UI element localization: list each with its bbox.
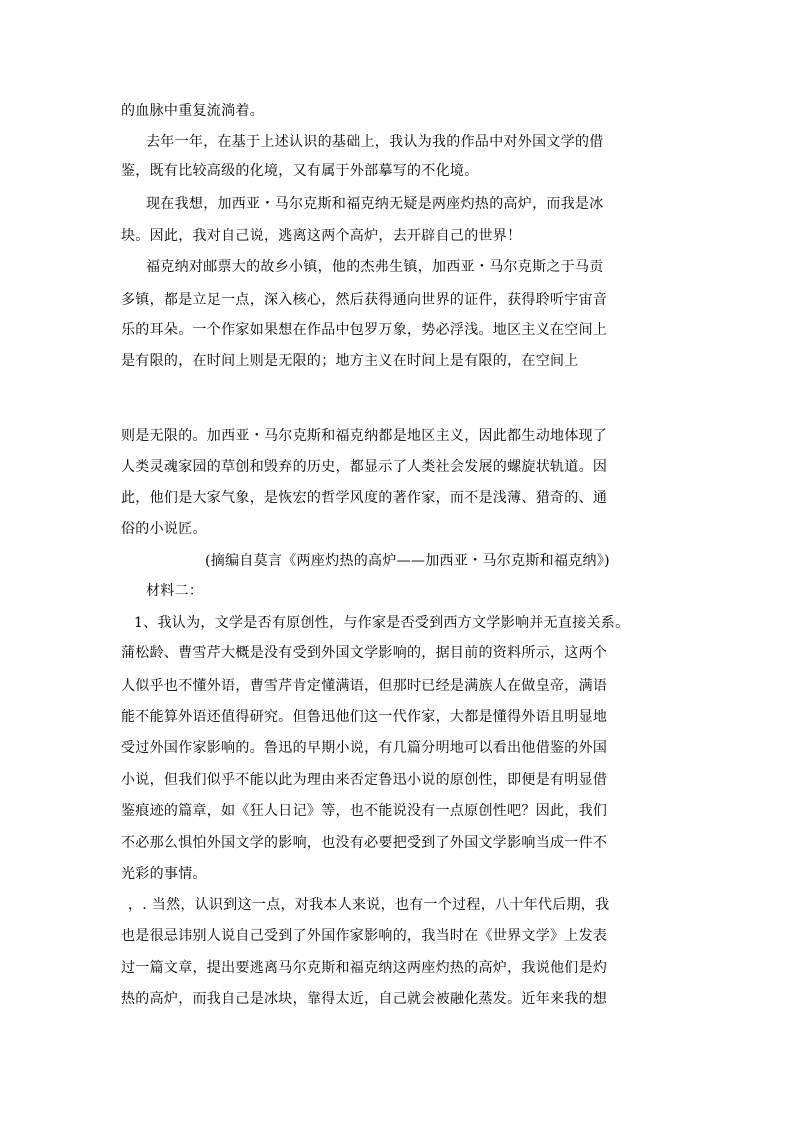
- text-line: 乐的耳朵。一个作家如果想在作品中包罗万象，势必浮浅。地区主义在空间上: [121, 322, 608, 338]
- text-line: 是有限的，在时间上则是无限的；地方主义在时间上是有限的，在空间上: [121, 353, 579, 369]
- text-line: 受过外国作家影响的。鲁迅的早期小说，有几篇分明地可以看出他借鉴的外国: [121, 740, 608, 756]
- text-line: 此，他们是大家气象，是恢宏的哲学风度的著作家，而不是浅薄、猎奇的、通: [121, 490, 608, 506]
- paragraph-line: 去年一年，在基于上述认识的基础上，我认为我的作品中对外国文学的借: [146, 134, 604, 150]
- text-line: 鉴痕迹的篇章，如《狂人日记》等，也不能说没有一点原创性吧？因此，我们: [121, 803, 608, 819]
- text-line: 则是无限的。加西亚・马尔克斯和福克纳都是地区主义，因此都生动地体现了: [121, 428, 608, 444]
- text-line: 蒲松龄、曹雪芹大概是没有受到外国文学影响的，据目前的资料所示，这两个: [121, 645, 608, 661]
- text-line: 也是很忌讳别人说自己受到了外国作家影响的，我当时在《世界文学》上发表: [121, 928, 608, 944]
- text-line: 人类灵魂家园的草创和毁弃的历史，都显示了人类社会发展的螺旋状轨道。因: [121, 459, 608, 475]
- section-heading: 材料二：: [146, 583, 204, 599]
- paragraph-line: ，. 当然，认识到这一点，对我本人来说，也有一个过程，八十年代后期，我: [128, 897, 610, 913]
- text-line: 过一篇文章，提出要逃离马尔克斯和福克纳这两座灼热的高炉，我说他们是灼: [121, 960, 608, 976]
- text-line: 块。因此，我对自己说，逃离这两个高炉，去开辟自己的世界！: [121, 228, 522, 244]
- text-line: 不必那么惧怕外国文学的影响，也没有必要把受到了外国文学影响当成一件不: [121, 835, 608, 851]
- paragraph-line: 现在我想，加西亚・马尔克斯和福克纳无疑是两座灼热的高炉，而我是冰: [146, 196, 604, 212]
- text-line: 多镇，都是立足一点，深入核心，然后获得通向世界的证件，获得聆听宇宙音: [121, 292, 608, 308]
- source-citation: (摘编自莫言《两座灼热的高炉——加西亚・马尔克斯和福克纳》): [205, 553, 610, 569]
- text-line: 的血脉中重复流淌着。: [121, 103, 264, 119]
- text-line: 俗的小说匠。: [121, 521, 207, 537]
- text-line: 热的高炉，而我自己是冰块，靠得太近，自己就会被融化蒸发。近年来我的想: [121, 991, 608, 1007]
- text-line: 小说，但我们似乎不能以此为理由来否定鲁迅小说的原创性，即便是有明显借: [121, 772, 608, 788]
- text-line: 能不能算外语还值得研究。但鲁迅他们这一代作家，大都是懂得外语且明显地: [121, 709, 608, 725]
- text-line: 光彩的事情。: [121, 866, 207, 882]
- paragraph-line: 福克纳对邮票大的故乡小镇，他的杰弗生镇，加西亚・马尔克斯之于马贡: [146, 259, 604, 275]
- text-line: 人似乎也不懂外语，曹雪芹肯定懂满语，但那时已经是满族人在做皇帝，满语: [121, 678, 608, 694]
- paragraph-line: 1、我认为，文学是否有原创性，与作家是否受到西方文学影响并无直接关系。: [134, 615, 630, 631]
- text-line: 鉴，既有比较高级的化境，又有属于外部摹写的不化境。: [121, 163, 479, 179]
